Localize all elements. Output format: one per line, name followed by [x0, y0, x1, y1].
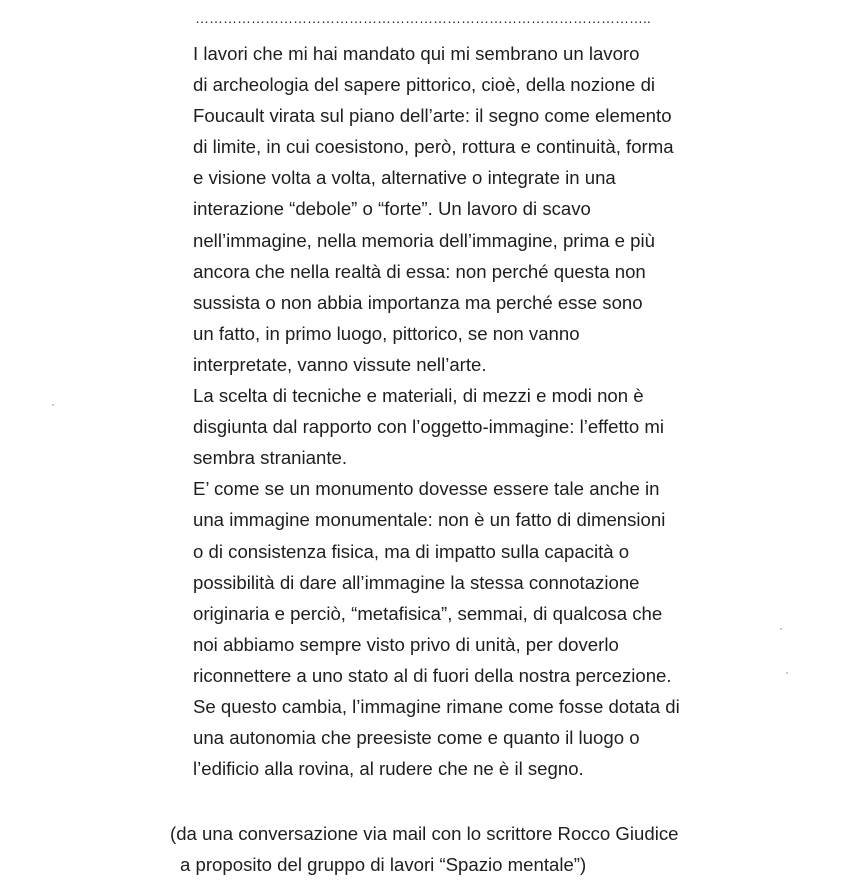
- text-line: Foucault virata sul piano dell’arte: il segno come elemento: [193, 105, 672, 127]
- text-line: sussista o non abbia importanza ma perché esse sono: [193, 291, 643, 313]
- scan-speck: [786, 672, 788, 674]
- text-line: riconnettere a uno stato al di fuori della nostra percezione.: [193, 664, 672, 686]
- scan-speck: [780, 628, 782, 630]
- text-line: Se questo cambia, l’immagine rimane come fosse dotata di: [193, 695, 680, 717]
- text-line: La scelta di tecniche e materiali, di mezzi e modi non è: [193, 385, 644, 407]
- dotted-separator: ……………………………………………………………………………………..: [195, 10, 651, 26]
- text-line: una immagine monumentale: non è un fatto di dimensioni: [193, 509, 666, 531]
- scan-speck: [52, 404, 54, 406]
- text-line: possibilità di dare all’immagine la stessa connotazione: [193, 571, 640, 593]
- text-line: o di consistenza fisica, ma di impatto sulla capacità o: [193, 540, 630, 562]
- text-line: interpretate, vanno vissute nell’arte.: [193, 353, 487, 375]
- text-line: e visione volta a volta, alternative o integrate in una: [193, 167, 616, 189]
- text-line: nell’immagine, nella memoria dell’immagine, prima e più: [193, 229, 655, 251]
- text-line: E’ come se un monumento dovesse essere tale anche in: [193, 478, 660, 500]
- text-line: ancora che nella realtà di essa: non perché questa non: [193, 260, 646, 282]
- text-line: l’edificio alla rovina, al rudere che ne è il segno.: [193, 758, 584, 780]
- quoted-text-block: [193, 38, 753, 784]
- text-line: noi abbiamo sempre visto privo di unità, per doverlo: [193, 633, 619, 655]
- text-line: una autonomia che preesiste come e quanto il luogo o: [193, 727, 640, 749]
- text-line: originaria e perciò, “metafisica”, semmai, di qualcosa che: [193, 602, 663, 624]
- text-line: disgiunta dal rapporto con l’oggetto-immagine: l’effetto mi: [193, 416, 664, 438]
- source-caption: [170, 818, 770, 880]
- text-line: un fatto, in primo luogo, pittorico, se non vanno: [193, 322, 580, 344]
- text-line: I lavori che mi hai mandato qui mi sembrano un lavoro: [193, 43, 640, 64]
- text-line: di archeologia del sapere pittorico, cioè, della nozione di: [193, 74, 656, 96]
- caption-line: a proposito del gruppo di lavori “Spazio mentale”): [180, 854, 587, 875]
- text-line: di limite, in cui coesistono, però, rottura e continuità, forma: [193, 136, 674, 158]
- caption-line: (da una conversazione via mail con lo scrittore Rocco Giudice: [170, 823, 679, 844]
- text-line: interazione “debole” o “forte”. Un lavoro di scavo: [193, 198, 591, 220]
- text-line: sembra straniante.: [193, 447, 347, 469]
